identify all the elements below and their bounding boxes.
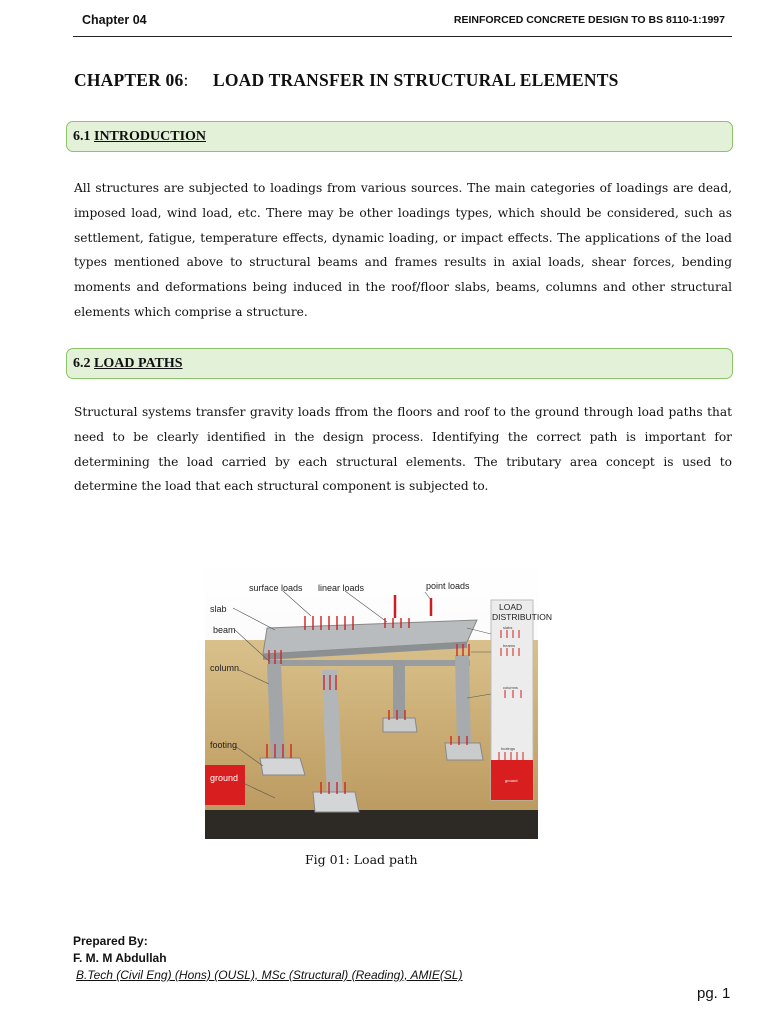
load-path-illustration	[205, 560, 552, 839]
legend-beams: beams	[503, 643, 516, 648]
label-footing: footing	[210, 740, 238, 750]
load-path-figure	[205, 560, 552, 839]
legend-footings: footings	[501, 746, 516, 751]
prepared-by-label: Prepared By:	[73, 934, 148, 948]
label-slab: slab	[210, 604, 227, 614]
legend-columns: columns	[503, 685, 518, 690]
beam	[270, 660, 470, 666]
soil-shadow	[205, 810, 538, 839]
label-ground: ground	[210, 773, 239, 783]
section-number: 6.2	[73, 356, 91, 371]
label-beam: beam	[213, 625, 236, 635]
section-paragraph: Structural systems transfer gravity loads ffrom the floors and roof to the ground through load paths that need to be clearly identified in the design process. Identifying the correct path is important for determining the load carried by each structural elements. The tributary area concept is used to determine the load that each structural component is subjected to.	[74, 405, 732, 494]
header-chapter: Chapter 04	[82, 13, 147, 27]
chapter-heading	[74, 70, 619, 91]
section-heading-box	[66, 121, 733, 152]
chapter-colon: :	[183, 70, 189, 90]
figure-caption: Fig 01: Load path	[305, 852, 418, 867]
section-heading-box	[66, 348, 733, 379]
label-column: column	[210, 663, 240, 673]
author-qualifications: B.Tech (Civil Eng) (Hons) (OUSL), MSc (Structural) (Reading), AMIE(SL)	[76, 968, 463, 982]
page-number: pg. 1	[697, 985, 731, 1002]
label-surface-loads: surface loads	[249, 583, 303, 593]
header-rule	[73, 36, 732, 37]
soil-block	[205, 640, 538, 839]
chapter-number: CHAPTER 06	[74, 70, 184, 90]
section-title: LOAD PATHS	[94, 356, 183, 371]
chapter-title: LOAD TRANSFER IN STRUCTURAL ELEMENTS	[213, 70, 619, 90]
label-point-loads: point loads	[426, 581, 470, 591]
author-name: F. M. M Abdullah	[73, 951, 167, 965]
footing	[260, 758, 305, 775]
section-paragraph: All structures are subjected to loadings from various sources. The main categories of loadings are dead, imposed load, wind load, etc. There may be other loadings types, which should be considered, such as settlement, fatigue, temperature effects, dynamic loading, or impact effects. The applications of the load types mentioned above to structural beams and frames results in axial loads, shear forces, bending moments and deformations being induced in the roof/floor slabs, beams, columns and other structural elements which comprise a structure.	[74, 181, 732, 319]
section-number: 6.1	[73, 129, 91, 144]
column	[455, 655, 471, 745]
legend-ground: ground	[505, 778, 518, 783]
label-load-distribution-line1: LOAD	[499, 602, 523, 612]
legend-slabs: slabs	[503, 625, 513, 630]
footing	[313, 792, 359, 812]
label-linear-loads: linear loads	[318, 583, 365, 593]
section-title: INTRODUCTION	[94, 129, 207, 144]
footing	[383, 718, 417, 732]
ground-layer	[205, 765, 245, 805]
label-load-distribution-line2: DISTRIBUTION	[492, 612, 552, 622]
footing	[445, 743, 483, 760]
column	[393, 660, 405, 720]
header-book-title: REINFORCED CONCRETE DESIGN TO BS 8110-1:1997	[453, 14, 725, 26]
